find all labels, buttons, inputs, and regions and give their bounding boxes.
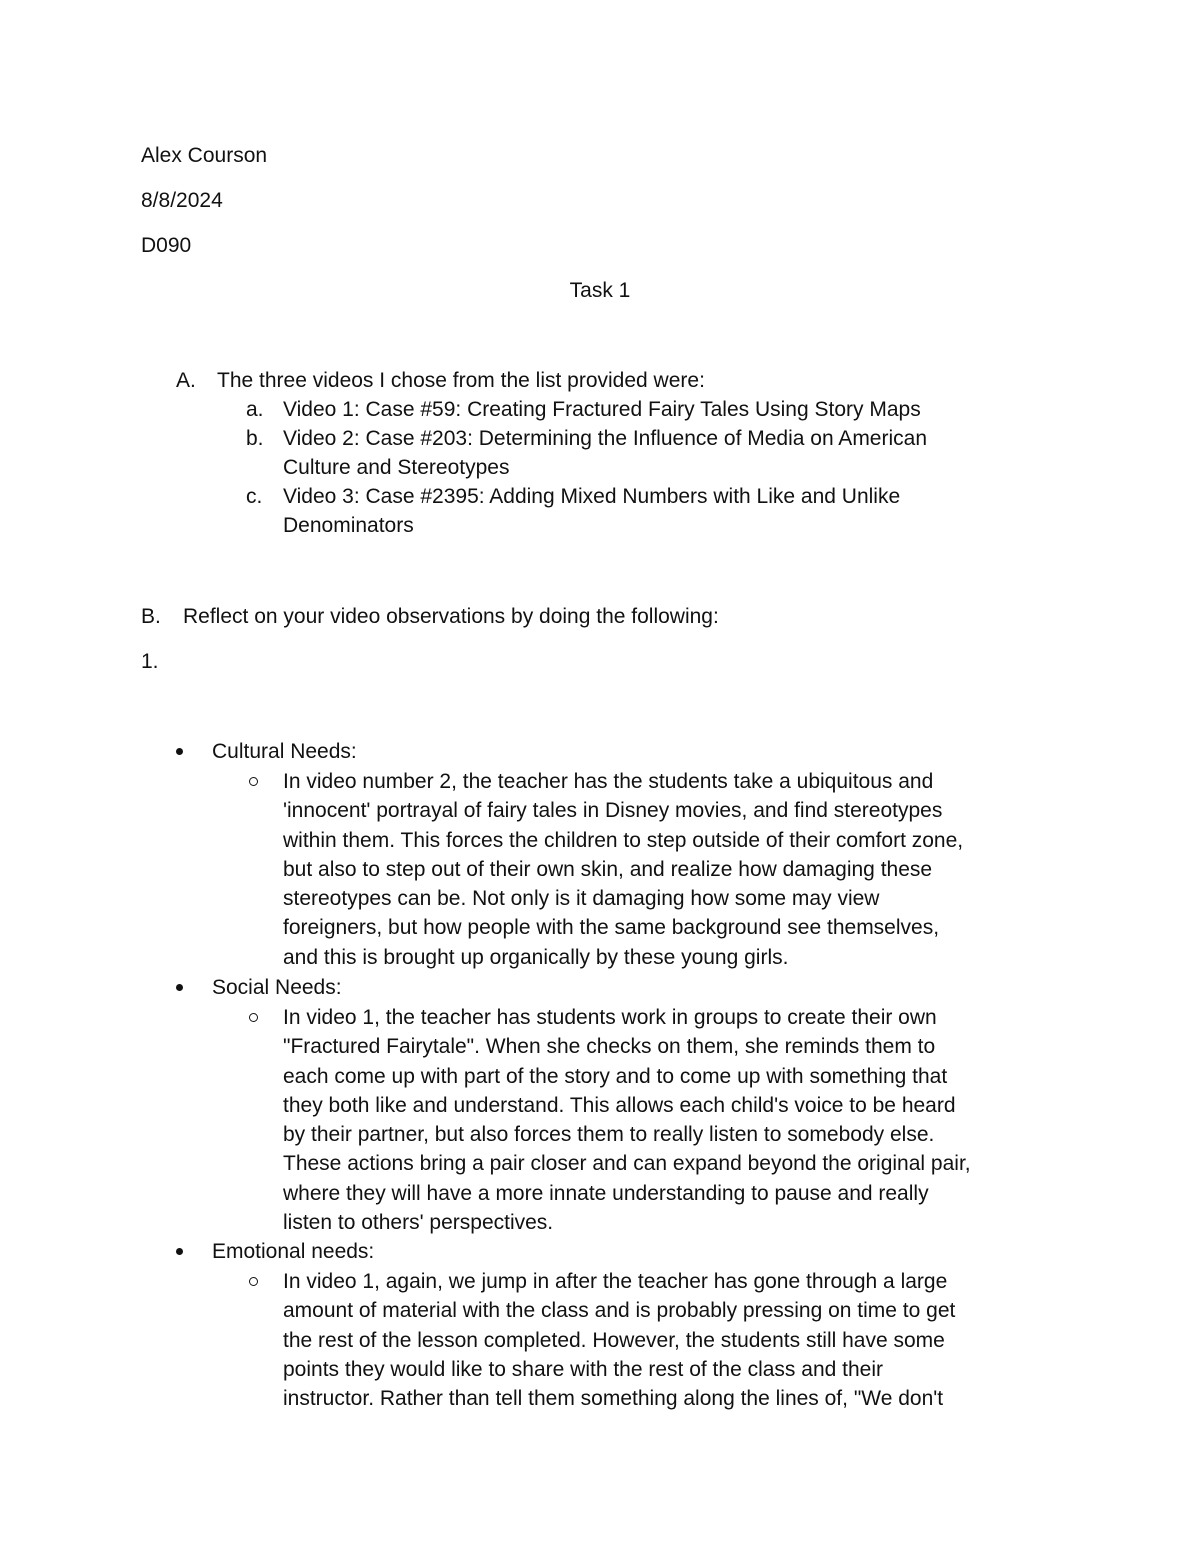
author-name: Alex Courson: [141, 144, 268, 167]
need-paragraph: In video 1, again, we jump in after the teacher has gone through a large amount of material with the class and is probably pressing on time to get the rest of the lesson completed. However, the students still have some points they would like to share with the rest of the class and their instructor. Rather than tell them something along the lines of, "We don't: [283, 1270, 956, 1411]
hollow-bullet-icon: [249, 1013, 258, 1022]
document-title: Task 1: [569, 279, 631, 302]
section-a-text: The three videos I chose from the list provided were:: [217, 369, 705, 392]
hollow-bullet-icon: [249, 1277, 258, 1286]
section-a-marker: A.: [176, 369, 196, 392]
list-item-text: Denominators: [283, 514, 414, 537]
list-item-text: Video 2: Case #203: Determining the Influence of Media on American: [283, 427, 928, 450]
section-b-text: Reflect on your video observations by doing the following:: [183, 605, 719, 628]
list-item-marker: b.: [246, 427, 264, 450]
list-item-marker: c.: [246, 485, 263, 508]
list-item-text: Culture and Stereotypes: [283, 456, 510, 479]
need-paragraph: In video 1, the teacher has students work in groups to create their own "Fractured Fairytale". When she checks on them, she reminds them to each come up with part of the story and to come up with something that they both like and understand. This allows each child's voice to be heard by their partner, but also forces them to really listen to somebody else. These actions bring a pair closer and can expand beyond the original pair, where they will have a more innate understanding to pause and really listen to others' perspectives.: [283, 1006, 971, 1235]
document-date: 8/8/2024: [141, 189, 223, 212]
bullet-icon: [176, 1248, 183, 1255]
list-item-text: Video 1: Case #59: Creating Fractured Fairy Tales Using Story Maps: [283, 398, 921, 421]
hollow-bullet-icon: [249, 777, 258, 786]
course-code: D090: [141, 234, 192, 257]
section-b-marker: B.: [141, 605, 161, 628]
bullet-icon: [176, 748, 183, 755]
list-item-marker: a.: [246, 398, 264, 421]
need-label: Social Needs:: [212, 976, 342, 999]
need-label: Emotional needs:: [212, 1240, 375, 1263]
question-number: 1.: [141, 650, 159, 673]
bullet-icon: [176, 984, 183, 991]
list-item-text: Video 3: Case #2395: Adding Mixed Numbers with Like and Unlike: [283, 485, 901, 508]
need-label: Cultural Needs:: [212, 740, 357, 763]
need-paragraph: In video number 2, the teacher has the students take a ubiquitous and 'innocent' portrayal of fairy tales in Disney movies, and find stereotypes within them. This forces the children to step outside of their comfort zone, but also to step out of their own skin, and realize how damaging these stereotypes can be. Not only is it damaging how some may view foreigners, but how people with the same background see themselves, and this is brought up organically by these young girls.: [283, 770, 964, 969]
